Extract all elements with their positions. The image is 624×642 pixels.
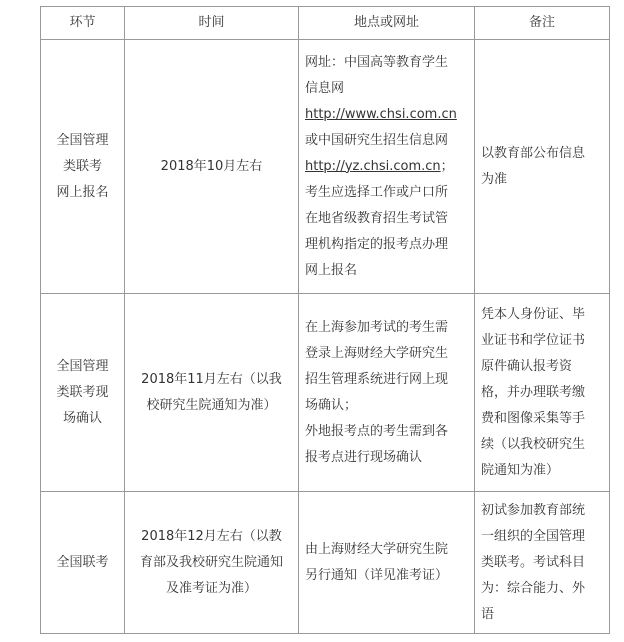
text-line: 理机构指定的报考点办理 bbox=[305, 236, 449, 252]
cell-note bbox=[475, 40, 610, 294]
text-line: 格，并办理联考缴 bbox=[481, 384, 586, 400]
cell-time bbox=[125, 294, 299, 492]
text-line: 2018年11月左右（以我 bbox=[141, 371, 282, 387]
cell-note bbox=[475, 294, 610, 492]
header-time: 时间 bbox=[125, 7, 299, 40]
text-line: 2018年12月左右（以教 bbox=[141, 528, 282, 544]
text-line: 一组织的全国管理 bbox=[481, 528, 586, 544]
text-line: 场确认； bbox=[305, 397, 358, 413]
text-suffix: ； bbox=[440, 158, 454, 174]
text-line: 续（以我校研究生 bbox=[481, 436, 586, 452]
text-line: 全国管理 bbox=[56, 358, 109, 374]
table-row bbox=[41, 294, 610, 492]
text-line: 凭本人身份证、毕 bbox=[481, 306, 586, 322]
text-line: 校研究生院通知为准） bbox=[146, 397, 277, 413]
text-line: 在地省级教育招生考试管 bbox=[305, 210, 449, 226]
schedule-table bbox=[40, 6, 610, 634]
text-line: 类联考 bbox=[62, 158, 102, 174]
text-line: 育部及我校研究生院通知 bbox=[139, 554, 283, 570]
text-line: 类联考。考试科目 bbox=[481, 554, 586, 570]
text-line: 为：综合能力、外 bbox=[481, 580, 586, 596]
text-line: 以教育部公布信息 bbox=[481, 145, 586, 161]
table-row bbox=[41, 492, 610, 634]
header-note: 备注 bbox=[475, 7, 610, 40]
text-line: 网上报名 bbox=[56, 184, 109, 200]
text-line: 语 bbox=[481, 606, 495, 622]
header-place: 地点或网址 bbox=[299, 7, 475, 40]
text-line: 网上报名 bbox=[305, 262, 358, 278]
text-line: 由上海财经大学研究生院 bbox=[305, 541, 449, 557]
text-line: 网址：中国高等教育学生 bbox=[305, 54, 449, 70]
yz-chsi-link[interactable]: http://yz.chsi.com.cn bbox=[305, 158, 441, 174]
text-line: 业证书和学位证书 bbox=[481, 332, 586, 348]
cell-stage bbox=[41, 40, 125, 294]
text-line: 登录上海财经大学研究生 bbox=[305, 345, 449, 361]
table-header-row bbox=[41, 7, 610, 40]
text-line: 招生管理系统进行网上现 bbox=[305, 371, 449, 387]
text-line: 在上海参加考试的考生需 bbox=[305, 319, 449, 335]
cell-place bbox=[299, 492, 475, 634]
cell-stage bbox=[41, 492, 125, 634]
cell-stage bbox=[41, 294, 125, 492]
cell-place bbox=[299, 294, 475, 492]
text-line: 场确认 bbox=[62, 410, 102, 426]
text-line: 类联考现 bbox=[56, 384, 109, 400]
cell-time bbox=[125, 492, 299, 634]
cell-note bbox=[475, 492, 610, 634]
text-line: 院通知为准） bbox=[481, 462, 560, 478]
text-line: 费和图像采集等手 bbox=[481, 410, 586, 426]
header-stage: 环节 bbox=[41, 7, 125, 40]
text-line: 原件确认报考资 bbox=[481, 358, 573, 374]
text-line: 2018年10月左右 bbox=[160, 158, 263, 174]
text-line: 初试参加教育部统 bbox=[481, 502, 586, 518]
cell-time bbox=[125, 40, 299, 294]
text-line: 为准 bbox=[481, 171, 508, 187]
text-line: 考生应选择工作或户口所 bbox=[305, 184, 449, 200]
text-line: 或中国研究生招生信息网 bbox=[305, 132, 449, 148]
chsi-link[interactable]: http://www.chsi.com.cn bbox=[305, 106, 457, 122]
table-row bbox=[41, 40, 610, 294]
text-line: 信息网 bbox=[305, 80, 345, 96]
text-line: 另行通知（详见准考证） bbox=[305, 567, 449, 583]
text-line: 全国管理 bbox=[56, 132, 109, 148]
text-line: 外地报考点的考生需到各 bbox=[305, 423, 449, 439]
text-line: 报考点进行现场确认 bbox=[305, 449, 423, 465]
cell-place bbox=[299, 40, 475, 294]
text-line: 及准考证为准） bbox=[165, 580, 257, 596]
text-line: 全国联考 bbox=[56, 554, 109, 570]
